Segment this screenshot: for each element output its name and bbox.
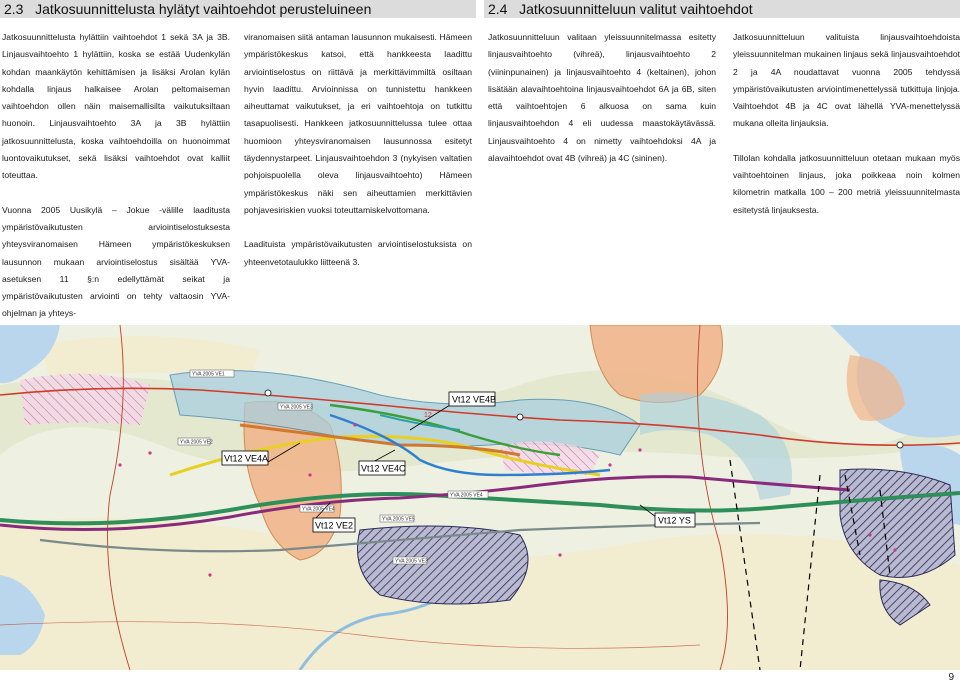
label-ve4a: Vt12 VE4A (224, 453, 269, 464)
col4-paragraph-1: Jatkosuunnitteluun valituista linjausvaihtoehdoista yleissuunnitelman mukainen linjaus sekä linjausvaihtoehdot 2 ja 4A noudattavat vuonna 2005 tehdyssä ympäristövaikutusten arviointimenettelyssä tutkittuja linjoja. Vaihtoehdot 4B ja 4C ovat lähellä YVA-menettelyssä mukana olleita linjauksia. (733, 32, 960, 129)
yva-tag-6: YVA 2005 VE4 (302, 506, 335, 513)
heading-right-title: Jatkosuunnitteluun valitut vaihtoehdot (519, 1, 753, 17)
text-column-4 (733, 29, 960, 219)
route-alternatives-map (0, 325, 960, 670)
label-ve4c: Vt12 VE4C (361, 463, 406, 474)
text-column-1 (2, 29, 230, 323)
junction-marker-1 (265, 390, 271, 396)
pink-hatch-area (20, 374, 150, 425)
yva-tag-1: YVA 2005 VE1 (192, 371, 225, 378)
col3-paragraph-1: Jatkosuunnitteluun valitaan yleissuunnitelmassa esitetty linjausvaihtoehto (vihreä), linjausvaihtoehto 2 (viininpunainen) ja linjausvaihtoehto 4 (keltainen), johon lisätään alavaihtoehtoina linjausvaihtoehdot 6A ja 6B, siten että vaihtoehtojen 6 alkuosa on sama kuin linjausvaihtoehdon 4 eli uudessa maastokäytävässä. Linjausvaihtoehto 4 on nimetty vaihtoehdoksi 4A ja alavaihtoehdot ovat 4B (vihreä) ja 4C (sininen). (488, 32, 716, 164)
label-ve2: Vt12 VE2 (315, 520, 354, 531)
text-column-3 (488, 29, 716, 167)
col1-paragraph-2: Vuonna 2005 Uusikylä – Jokue -välille laaditusta ympäristövaikutusten arviointiselostuksesta yhteysviranomaisen Hämeen ympäristökeskuksen lausunnon mukaan arviointiselostus sisältää YVA-asetuksen 11 §:n edellyttämät seikat ja ympäristövaikutusten arviointi on tehty valtaosin YVA-ohjelman ja yhteys- (2, 204, 230, 319)
yva-tag-7: YVA 2005 VE3 (395, 558, 428, 565)
heading-left-number: 2.3 (4, 1, 24, 17)
heading-left (4, 0, 371, 18)
yva-tag-3: YVA 2005 VE3 (280, 404, 313, 411)
road-number: 12 (424, 412, 432, 419)
text-column-2 (244, 29, 472, 271)
yva-tag-5: YVA 2005 VE5 (382, 516, 415, 523)
heading-right-number: 2.4 (488, 1, 508, 17)
label-ys: Vt12 YS (658, 515, 691, 526)
yva-tag-4: YVA 2005 VE4 (450, 492, 483, 499)
heading-right (488, 0, 753, 18)
junction-marker-2 (517, 414, 523, 420)
col2-paragraph-1: viranomaisen siitä antaman lausunnon mukaisesti. Hämeen ympäristökeskus katsoi, että hankkeesta laadittu arviointiselostus on riittävä ja merkittävimmiltä osiltaan hyvin laadittu. Arvioinnissa on tunnistettu hankkeen aiheuttamat vaikutukset, ja eri vaihtoehtoja on tutkittu tasapuolisesti. Hankkeen jatkosuunnittelussa tulee ottaa huomioon yhteysviranomaisen lausunnossa esitetyt täydennystarpeet. Linjausvaihtoehdon 3 (nykyisen valtatien pohjoispuolella oleva linjausvaihtoehto) Hämeen ympäristökeskus näki sen aiheuttamien merkittävien pohjavesiriskien vuoksi toteuttamiskelvottomana. (244, 32, 472, 215)
col2-paragraph-2: Laadituista ympäristövaikutusten arviointiselostuksista on yhteenvetotaulukko liitteenä 3. (244, 239, 472, 267)
hatched-area-south (358, 526, 529, 604)
col4-paragraph-2: Tillolan kohdalla jatkosuunnitteluun otetaan mukaan myös vaihtoehtoinen linjaus, joka poikkeaa noin kolmen kilometrin matkalla 100 – 200 metriä yleissuunnitelmasta esitetystä linjauksesta. (733, 152, 960, 215)
label-ve4b: Vt12 VE4B (452, 394, 497, 405)
yva-tag-2: YVA 2005 VE2 (180, 439, 213, 446)
junction-marker-3 (897, 442, 903, 448)
col1-paragraph-1: Jatkosuunnittelusta hylättiin vaihtoehdot 1 sekä 3A ja 3B. Linjausvaihtoehto 1 hylättiin, koska se estää Uudenkylän kohdan maankäytön kehittämisen ja lisäksi Arolan kylän kohdalla linjaus halkaisee Arolan peltomaiseman vaihtoehdon ollen näin maisemallisilta vaikutuksiltaan huonoin. Linjausvaihtoehto 3A ja 3B hylättiin jatkosuunnittelusta, koska vaihtoehdoilla on huonoimmat luontovaikutukset, sekä lisäksi vaihtoehdot ovat kalliit toteuttaa. (2, 32, 230, 181)
heading-left-title: Jatkosuunnittelusta hylätyt vaihtoehdot perusteluineen (35, 1, 372, 17)
page-number: 9 (948, 672, 954, 683)
